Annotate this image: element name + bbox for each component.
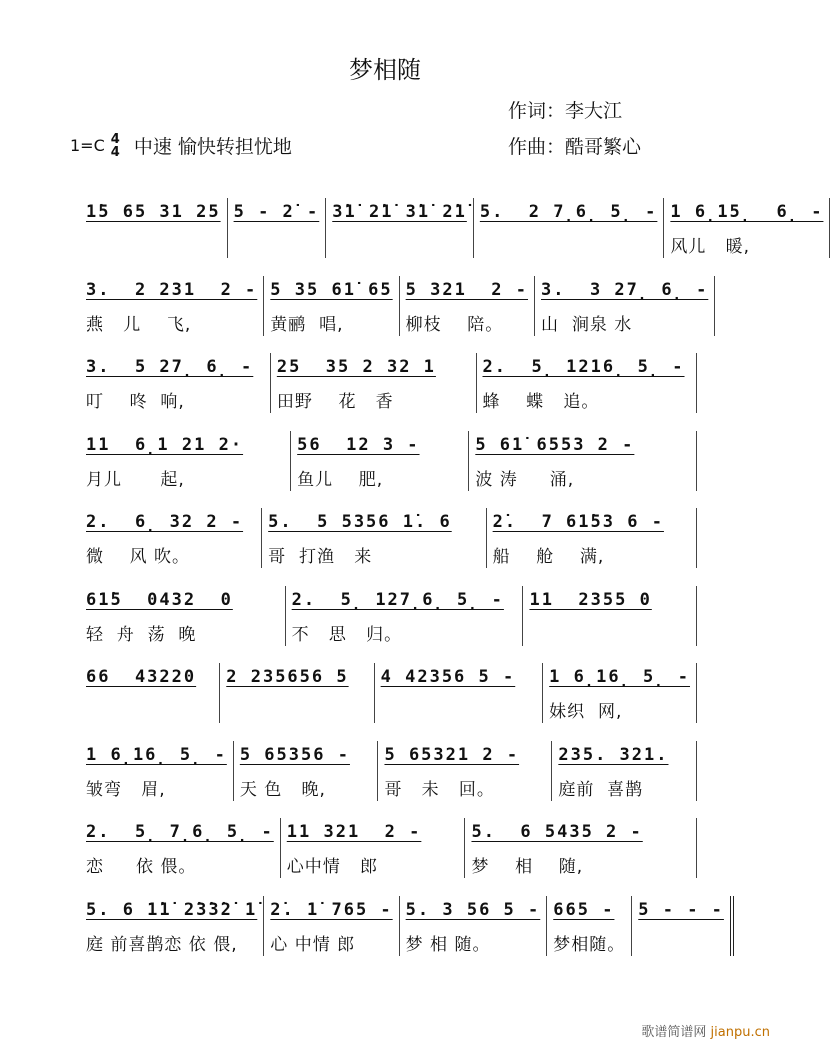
score-row [80,818,697,896]
measure-lyrics: 庭前 喜鹊 [558,779,644,800]
measure [264,276,399,336]
score [80,198,824,973]
measure [547,896,632,956]
measure [80,663,220,723]
score-row [80,508,697,586]
measure [80,431,291,491]
measures [80,586,697,646]
measure-lyrics: 恋 依 偎。 [86,857,197,877]
measures [80,818,697,878]
measure-notes: 2. 5̣ 127̣6̣ 5̣ - [291,589,504,610]
score-row [80,198,824,276]
measure-lyrics: 山 涧泉 水 [541,314,633,335]
measure-lyrics: 柳枝 陪。 [405,314,504,335]
measure [281,818,466,878]
measure-lyrics: 哥 未 回。 [384,779,495,800]
measure [80,508,262,568]
measure-notes: 2̇. 7 61̇53 6 - [492,512,664,532]
measure-notes: 2̇. 1̇ 765 - [270,899,393,920]
measure-notes: 1 6̣16̣ 5̣ - [549,667,690,687]
measure-notes: 665 - [553,899,615,920]
measure [80,741,234,801]
measure-lyrics: 微 风 吹。 [86,547,191,567]
measure [220,663,374,723]
measure [80,276,264,336]
measures [80,353,697,413]
composer-credit: 作曲：酷哥繁心 [508,136,642,158]
measure-notes: 235. 321. [558,744,669,765]
watermark-site: 歌谱简谱网 [641,1025,707,1040]
measure [378,741,552,801]
measure-lyrics: 风儿 暖, [670,237,750,257]
measure-lyrics: 哥 打渔 来 [268,547,373,567]
measure-lyrics: 月儿 起, [86,469,185,490]
measure [469,431,697,491]
measure [326,198,474,258]
measure-notes: 5. 3 56 5 - [405,899,541,920]
key-signature: 1=C [70,136,105,155]
measure-notes: 5. 6 5435 2 - [471,822,643,842]
measure-lyrics: 蜂 蝶 追。 [482,392,600,412]
measures [80,198,824,258]
measure-notes: 5 321 2 - [405,279,529,300]
measure-lyrics: 船 舱 满, [492,547,605,567]
measure-notes: 1 6̣16̣ 5̣ - [86,744,227,765]
measure [535,276,715,336]
measure-notes: 56 12 3 - [297,434,420,455]
measure [632,896,734,956]
measure-notes: 5 - - - [638,899,724,920]
key-and-tempo [70,132,292,159]
measure [487,508,697,568]
measure-lyrics: 梦相随。 [553,934,626,955]
measure [400,276,535,336]
time-signature [111,133,120,159]
measure [474,198,665,258]
measure-notes: 5 - 2̇ - [233,202,320,222]
measure-lyrics: 燕 儿 飞, [86,314,192,335]
measure-notes: 11 6̣1 21 2· [86,434,244,455]
measure [400,896,548,956]
measure [264,896,399,956]
measure-notes: 3. 5 27̣ 6̣ - [86,357,254,377]
watermark [641,1021,770,1040]
measure [80,586,286,646]
measure [664,198,830,258]
measure-notes: 5. 5 5356 1̇. 6 [268,512,452,532]
tempo-marking: 中速 愉快转担忧地 [133,136,292,158]
measure [262,508,486,568]
measure [291,431,469,491]
measure-notes: 25 35 2 32 1 [276,357,436,377]
measure [271,353,477,413]
measure-notes: 5 61̇ 6553 2 - [475,434,635,455]
measure [80,353,271,413]
measure-lyrics: 波 涛 涌, [475,469,575,490]
measure-lyrics: 梦 相 随。 [405,934,491,955]
measure-notes: 2 235656 5 [226,667,349,687]
measure [465,818,697,878]
measure-notes: 61̇5 0432 0 [86,589,233,610]
measure [80,198,228,258]
measures [80,741,697,801]
measure [552,741,697,801]
measure-lyrics: 田野 花 香 [276,392,394,412]
measure [286,586,524,646]
measure-notes: 2. 5̣ 1216̣ 5̣ - [482,357,685,377]
measure [228,198,327,258]
score-row [80,663,697,741]
measure-notes: 5. 2 7̣6̣ 5̣ - [479,202,658,222]
measure [234,741,379,801]
measure-notes: 2. 5̣ 7̣6̣ 5̣ - [86,822,274,842]
measure-notes: 5 65356 - [239,744,350,765]
time-signature-top: 4 [110,131,120,147]
measure-lyrics: 黄鹂 唱, [270,314,344,335]
measure-lyrics: 庭 前喜鹊恋 依 偎, [86,934,238,955]
measure-notes: 5 65321 2 - [384,744,520,765]
measure-lyrics: 妹织 网, [549,702,623,722]
measure [80,896,264,956]
measure-notes: 3. 3 27̣ 6̣ - [541,279,709,300]
measure [543,663,697,723]
measure-notes: 1 6̣15̣ 6̣ - [670,202,824,222]
song-title: 梦相随 [349,56,421,84]
measure [523,586,697,646]
measure-notes: 66 43220 [86,667,197,687]
measure [375,663,544,723]
score-row [80,741,697,819]
measure-lyrics: 心中情 郎 [286,857,378,877]
measure [80,818,281,878]
measure-lyrics: 天 色 晚, [239,779,326,800]
score-row [80,896,724,974]
measure-notes: 4 42356 5 - [380,667,516,687]
measure-notes: 3. 2 231 2 - [86,279,258,300]
score-row [80,586,697,664]
watermark-url: jianpu.cn [710,1025,770,1040]
measures [80,663,697,723]
measure-lyrics: 鱼儿 肥, [297,469,384,490]
measures [80,431,697,491]
score-row [80,353,697,431]
measure-lyrics: 心 中情 郎 [270,934,356,955]
measure-notes: 11 321 2 - [286,822,422,842]
measure-lyrics: 皱弯 眉, [86,779,166,800]
measures [80,896,724,956]
measures [80,508,697,568]
measure-notes: 1̇5 65 31 25 [86,202,221,222]
measure-lyrics: 叮 咚 响, [86,392,185,412]
measure-lyrics: 轻 舟 荡 晚 [86,624,197,645]
measure-notes: 3̇1̇ 2̇1̇ 3̇1̇ 2̇1̇ [332,202,467,222]
score-row [80,276,709,354]
measure-lyrics: 梦 相 随, [471,857,584,877]
lyricist-credit: 作词：李大江 [508,100,623,122]
measure-notes: 2. 6̣ 32 2 - [86,512,244,532]
measure [477,353,697,413]
score-row [80,431,697,509]
time-signature-bottom: 4 [110,144,120,160]
measure-lyrics: 不 思 归。 [291,624,403,645]
measure-notes: 11 2355 0 [529,589,652,610]
measure-notes: 5. 6 1̇1̇ 2̇3̇3̇2̇ 1̇ [86,899,258,920]
measure-notes: 5 35 61̇ 65 [270,279,393,300]
measures [80,276,709,336]
